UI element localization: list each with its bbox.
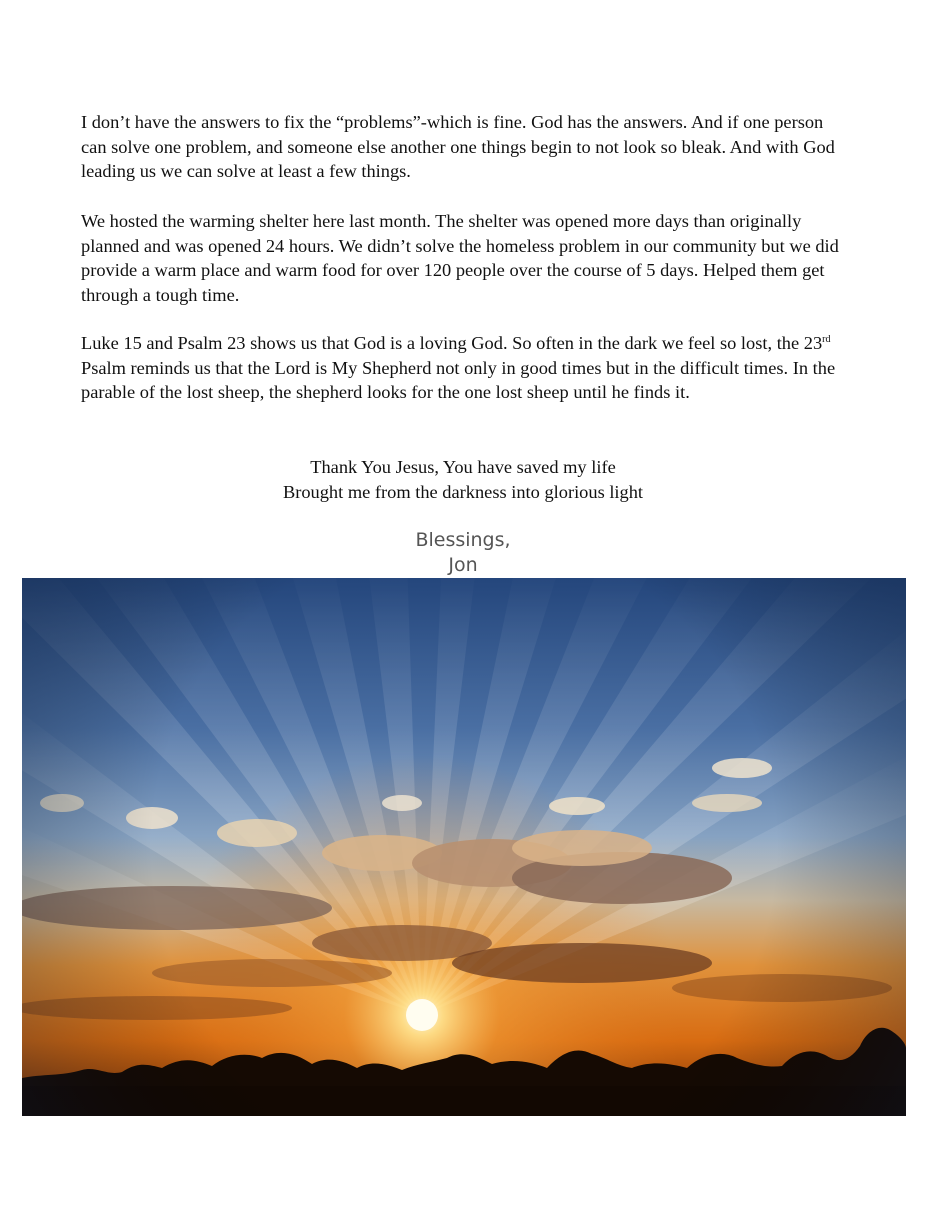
closing-name: Jon	[448, 554, 478, 576]
sunset-photo	[22, 578, 906, 1116]
poem-verse	[0, 455, 926, 504]
paragraph-psalm-part2: Psalm reminds us that the Lord is My Shepherd not only in good times but in the difficult times. In the parable of the lost sheep, the shepherd looks for the one lost sheep until he finds it.	[81, 357, 836, 403]
ordinal-superscript: rd	[822, 334, 831, 345]
paragraph-warming-shelter: We hosted the warming shelter here last month. The shelter was opened more days than originally planned and was opened 24 hours. We didn’t solve the homeless problem in our community but we did provide a warm place and warm food for over 120 people over the course of 5 days. Helped them get through a tough time.	[81, 211, 839, 305]
paragraph-psalm-part1: Luke 15 and Psalm 23 shows us that God is a loving God. So often in the dark we feel so lost, the 23	[81, 333, 823, 353]
closing-salutation: Blessings,	[415, 529, 511, 551]
vignette	[22, 578, 906, 1116]
poem-line-1: Thank You Jesus, You have saved my life	[310, 457, 616, 477]
closing-signoff	[0, 528, 926, 578]
poem-line-2: Brought me from the darkness into glorious light	[282, 481, 644, 502]
paragraph-answers: I don’t have the answers to fix the “problems”-which is fine. God has the answers. And if one person can solve one problem, and someone else another one things begin to not look so bleak. And with God leading us we can solve at least a few things.	[81, 112, 835, 182]
paragraph-psalm	[81, 331, 851, 405]
